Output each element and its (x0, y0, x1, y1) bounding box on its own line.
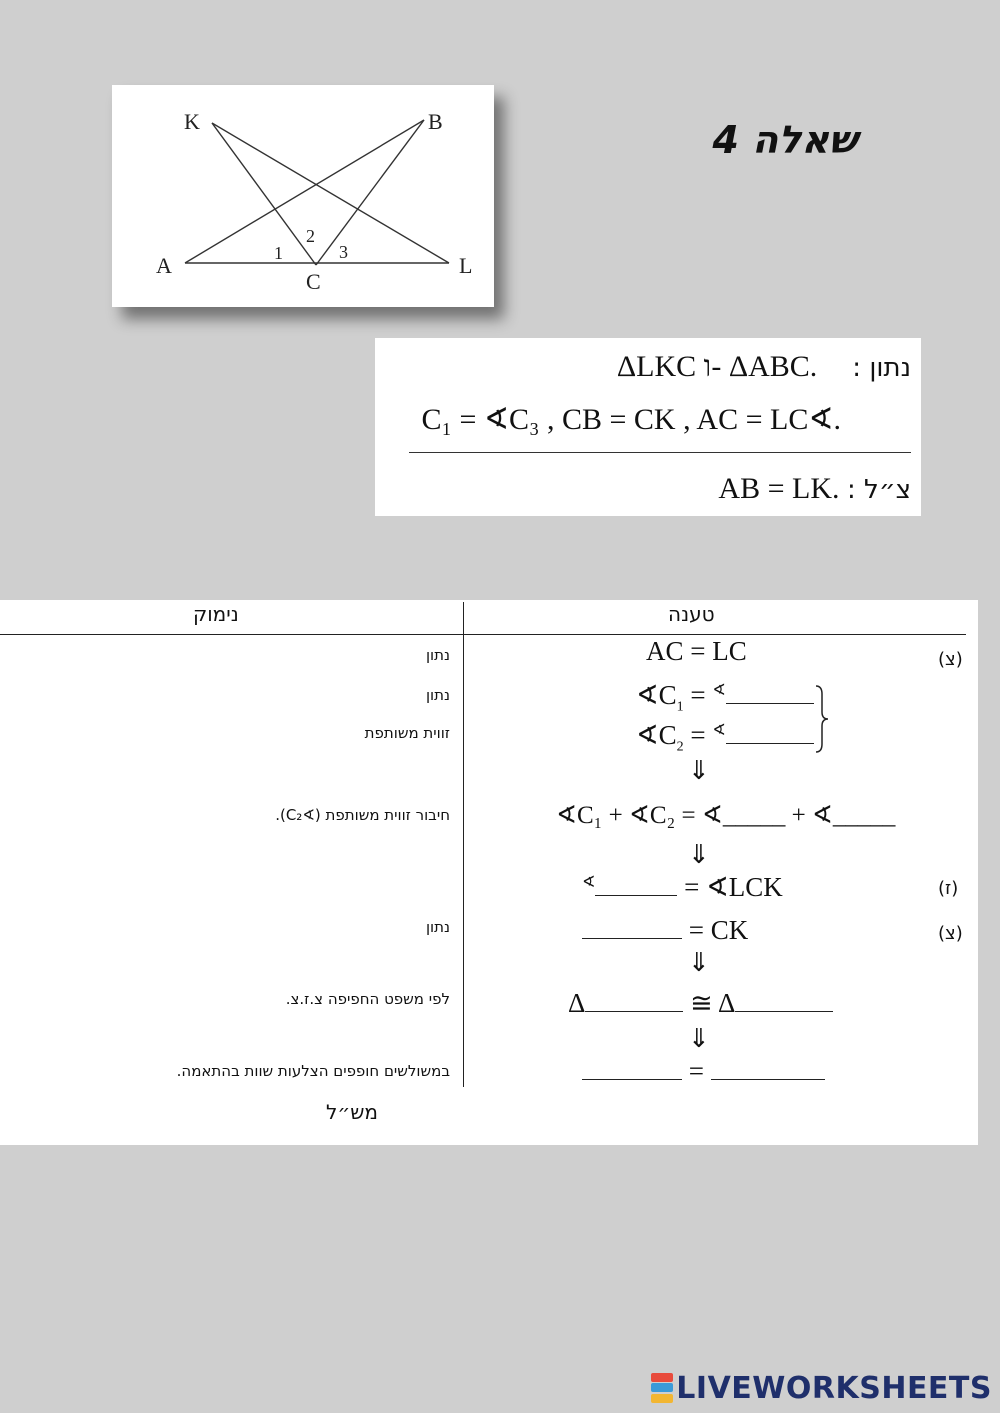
row3-blank[interactable] (726, 721, 814, 744)
row2-claim: $∢C_1 = ^∢$ (636, 680, 814, 715)
given-line-3 (718, 472, 911, 506)
logo-icon (651, 1373, 673, 1403)
row7-blank-1[interactable] (585, 989, 683, 1012)
question-title: שאלה 4 (712, 118, 858, 162)
point-L-label: L (459, 253, 473, 278)
row6-claim: = CK (582, 915, 748, 946)
row6-reason: נתון (425, 918, 450, 936)
row1-reason: נתון (425, 646, 450, 664)
point-A-label: A (156, 253, 172, 278)
row3-claim: $∢C_2 = ^∢$ (636, 720, 814, 755)
row7-claim: Δ ≅ Δ (568, 988, 833, 1019)
given-triangles: .ΔABC -ו ΔLKC (616, 350, 818, 383)
header-claim: טענה (668, 602, 715, 626)
brand-text: LIVEWORKSHEETS (676, 1370, 992, 1406)
row8-blank-1[interactable] (582, 1057, 682, 1080)
logo-bar-1 (651, 1373, 673, 1382)
row8-blank-2[interactable] (711, 1057, 825, 1080)
header-reason: נימוק (193, 602, 239, 626)
given-label: נתון : (852, 353, 911, 383)
implies-arrow-3: ⇓ (688, 948, 710, 978)
row2-blank[interactable] (726, 681, 814, 704)
angle-3-label: 3 (339, 242, 348, 262)
point-B-label: B (428, 109, 443, 134)
row1-claim: AC = LC (646, 636, 747, 666)
segment-AB (185, 120, 424, 263)
prove-statement: .AB = LK (718, 472, 840, 505)
row8-reason: במשולשים חופפים הצלעות שוות בהתאמה. (176, 1062, 450, 1080)
row8-claim: = (582, 1056, 825, 1087)
segment-CB (316, 120, 424, 265)
angle-2-label: 2 (306, 226, 315, 246)
given-divider (409, 452, 911, 453)
column-divider (463, 602, 464, 1087)
point-K-label: K (184, 109, 200, 134)
header-divider (0, 634, 966, 635)
prove-label: צ״ל : (847, 475, 911, 505)
logo-bar-2 (651, 1383, 673, 1392)
row7-blank-2[interactable] (735, 989, 833, 1012)
row2-reason: נתון (425, 686, 450, 704)
row4-claim: ∢C₁ + ∢C₂ = ∢_____ + ∢_____ (556, 802, 896, 829)
given-box (375, 338, 921, 516)
row6-tag: (צ) (938, 923, 963, 944)
row5-claim: ∢ = ∢LCK (582, 872, 783, 902)
row5-blank[interactable] (595, 873, 677, 896)
geometry-diagram (112, 85, 494, 307)
qed-label: מש״ל (325, 1100, 378, 1124)
implies-arrow-1: ⇓ (688, 756, 710, 786)
given-line-2: .∢C₁ = ∢C₃ , CB = CK , AC = LC (421, 403, 841, 436)
implies-arrow-2: ⇓ (688, 840, 710, 870)
proof-table (0, 600, 978, 1145)
row1-tag: (צ) (938, 649, 963, 670)
logo-bar-3 (651, 1394, 673, 1403)
point-C-label: C (306, 269, 321, 294)
row3-reason: זווית משותפת (364, 724, 450, 742)
given-line-1 (617, 350, 911, 384)
angle-1-label: 1 (274, 243, 283, 263)
segment-KL (212, 123, 449, 263)
triangles-figure (112, 85, 494, 307)
row5-tag: (ז) (938, 878, 959, 899)
right-brace (814, 684, 830, 754)
liveworksheets-logo (651, 1368, 992, 1408)
implies-arrow-4: ⇓ (688, 1024, 710, 1054)
row4-reason: חיבור זווית משותפת (∢C₂). (275, 806, 450, 824)
row6-blank[interactable] (582, 916, 682, 939)
row7-reason: לפי משפט החפיפה צ.ז.צ. (285, 990, 450, 1008)
